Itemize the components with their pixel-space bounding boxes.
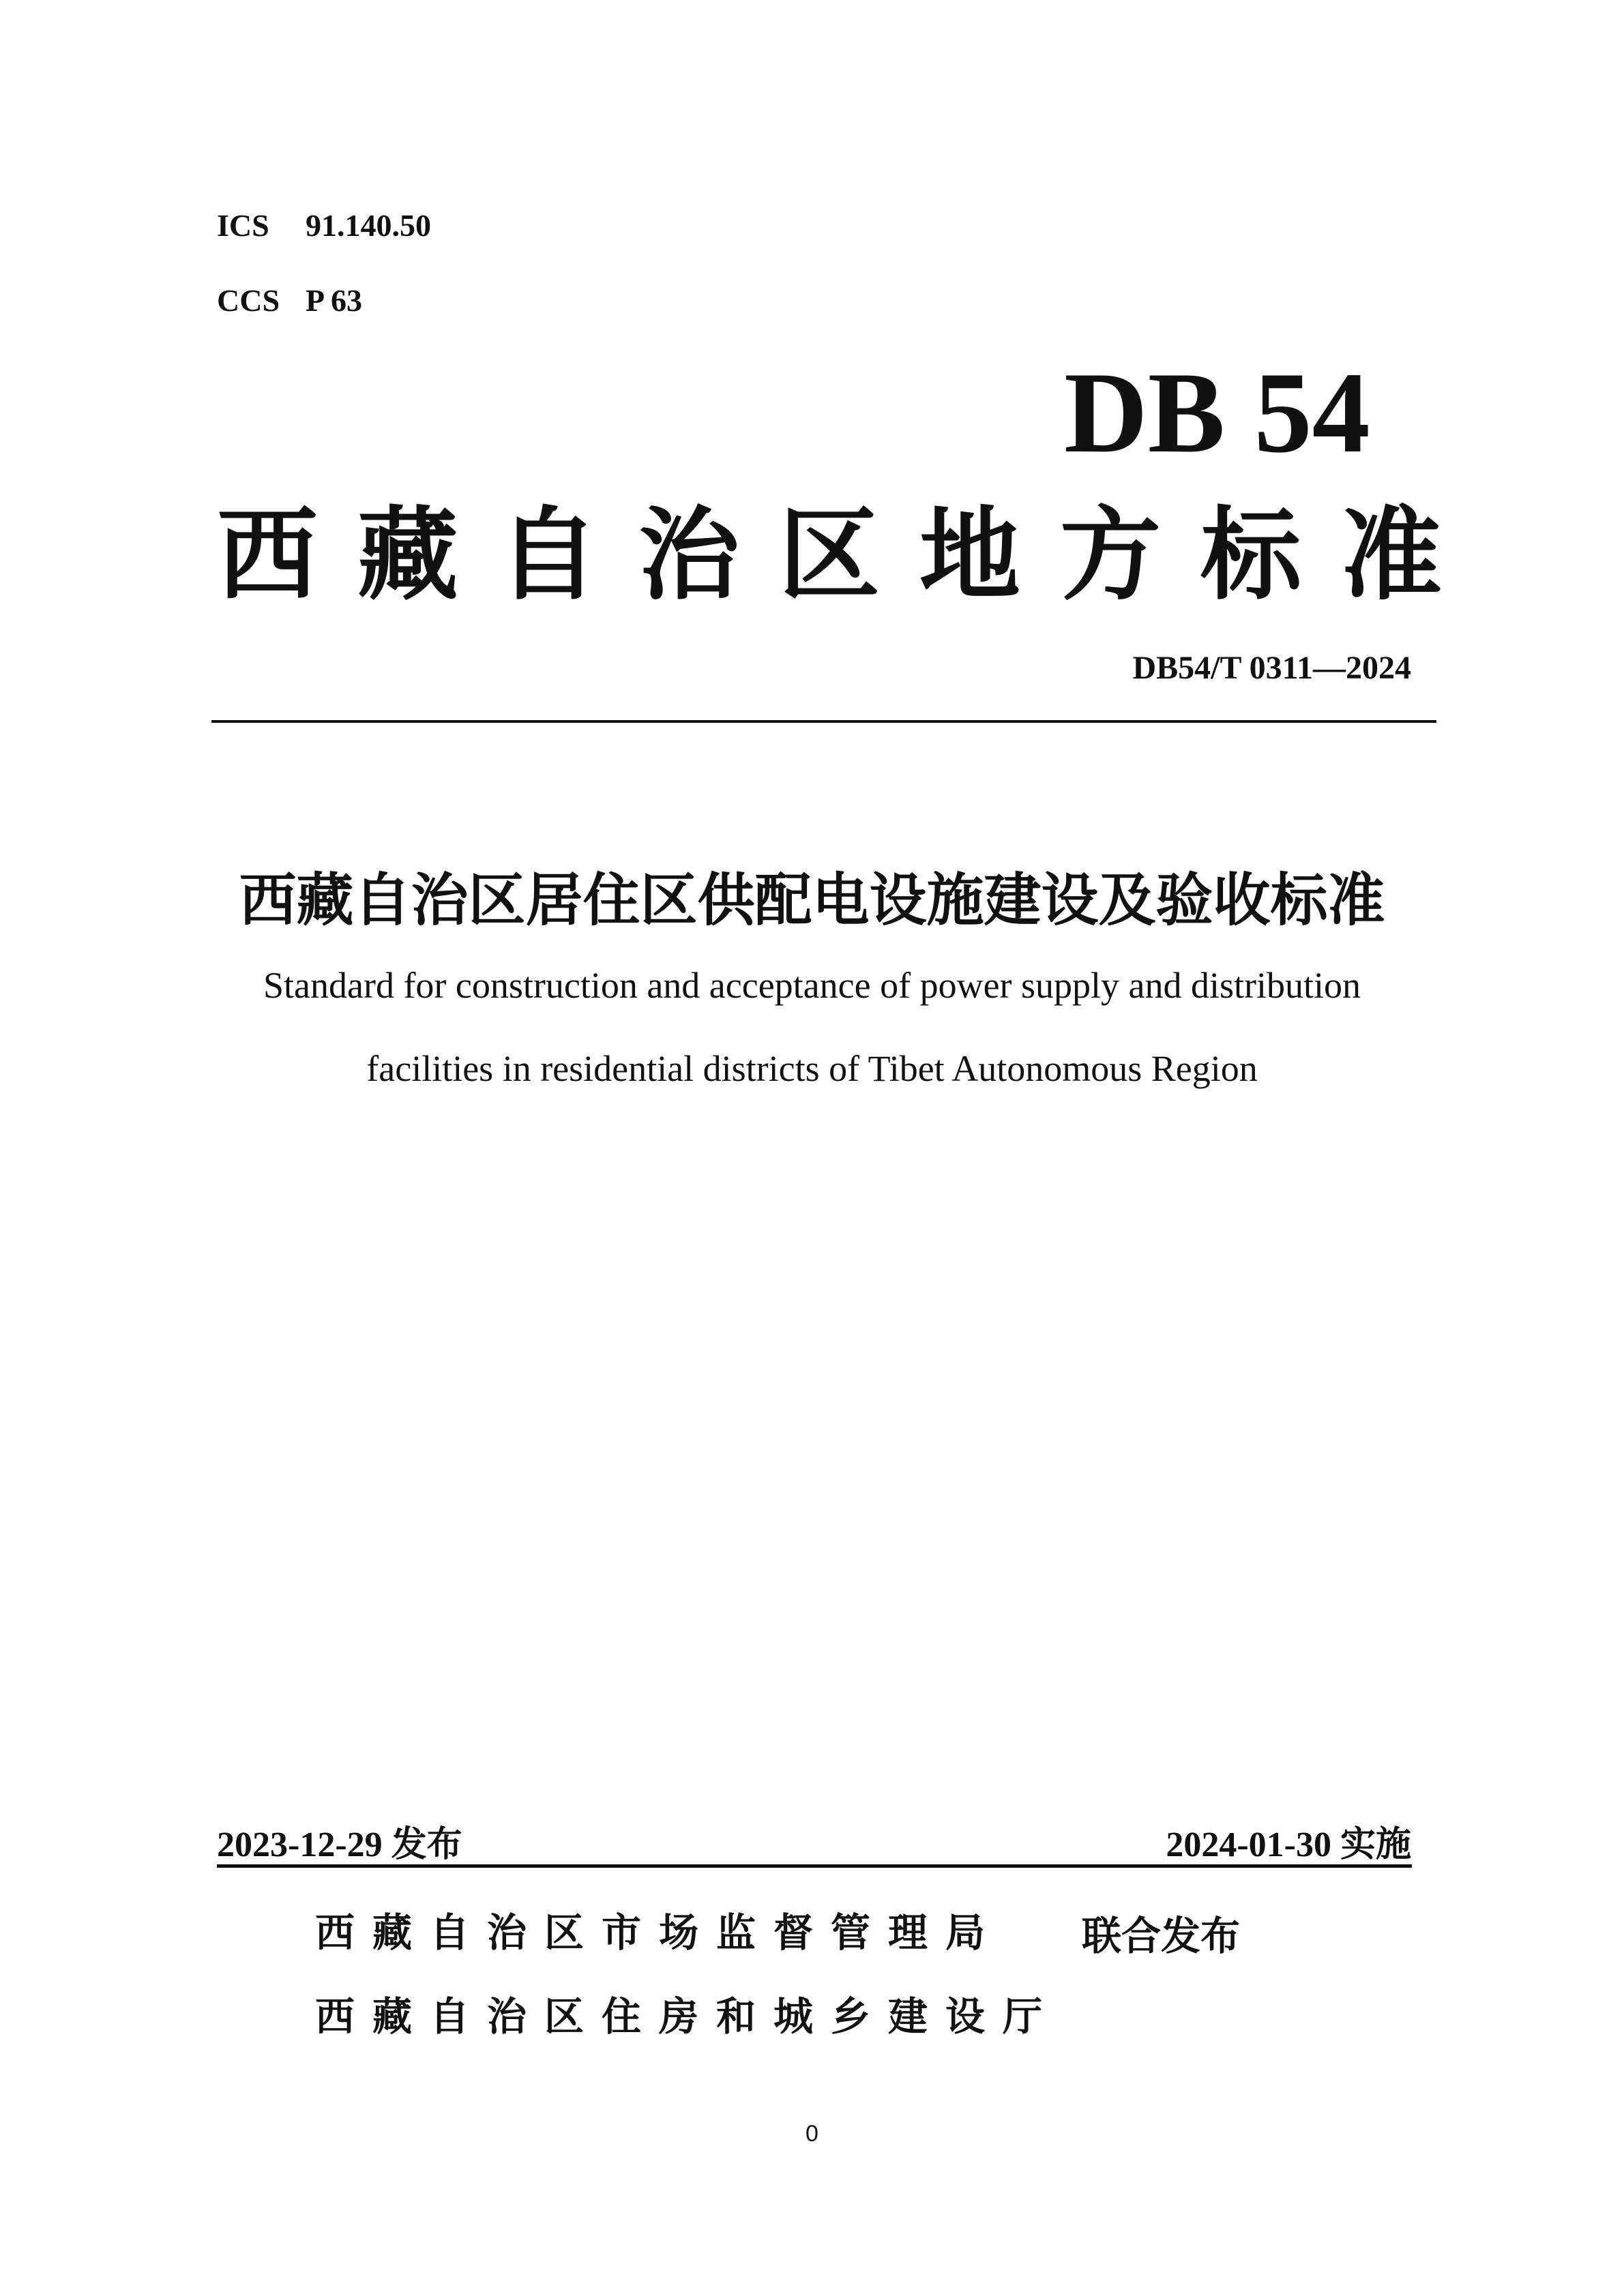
ics-label: ICS xyxy=(217,208,269,243)
joint-release-label: 联合发布 xyxy=(1082,1913,1241,1959)
bottom-divider xyxy=(217,1864,1412,1868)
document-title-english-line-2: facilities in residential districts of Tibet Autonomous Region xyxy=(366,1048,1258,1089)
standard-number: DB54/T 0311—2024 xyxy=(1132,650,1411,686)
document-title-chinese: 西藏自治区居住区供配电设施建设及验收标准 xyxy=(239,866,1385,934)
page-number: 0 xyxy=(806,2121,818,2147)
effective-date: 2024-01-30 实施 xyxy=(1166,1825,1411,1864)
standard-type-title: 西藏自治区地方标准 xyxy=(217,496,1481,614)
ccs-classification xyxy=(217,285,362,316)
ccs-code: P 63 xyxy=(306,283,363,318)
issue-date: 2023-12-29 发布 xyxy=(217,1825,462,1864)
ics-code: 91.140.50 xyxy=(306,208,431,243)
issuer-housing-construction: 西藏自治区住房和城乡建设厅 xyxy=(315,1993,1061,2040)
ics-classification xyxy=(217,210,431,241)
top-divider xyxy=(211,720,1436,723)
ccs-label: CCS xyxy=(217,283,280,318)
db-mark: DB 54 xyxy=(1064,348,1370,477)
document-title-english-line-1: Standard for construction and acceptance of power supply and distribution xyxy=(263,965,1361,1006)
issuer-market-supervision: 西藏自治区市场监督管理局 xyxy=(315,1909,1003,1956)
